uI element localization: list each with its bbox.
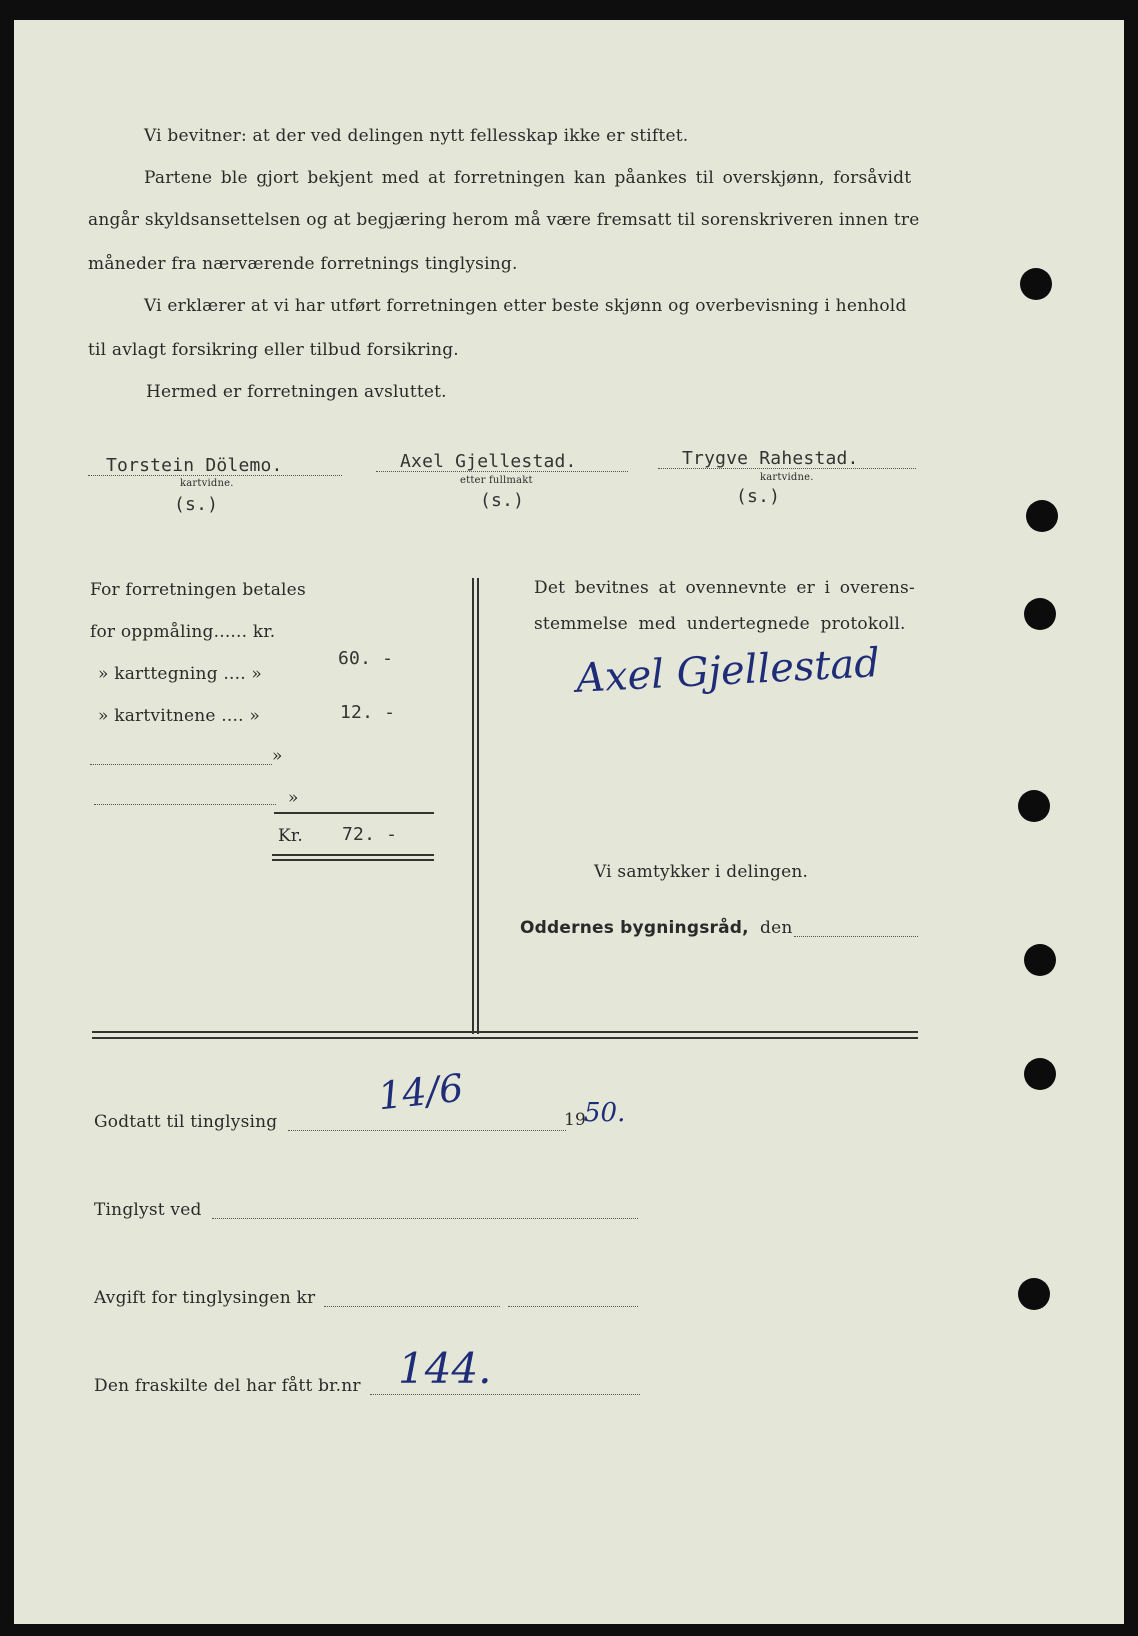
fees-total-rule-top: [272, 854, 434, 856]
column-divider-left: [472, 578, 474, 1034]
signature-seal-1: (s.): [174, 494, 219, 515]
fees-survey-label: for oppmåling...... kr.: [90, 622, 276, 642]
certification-line-1: Det bevitnes at ovennevnte er i overens-: [534, 578, 915, 598]
fees-total-label: Kr.: [278, 826, 303, 846]
binder-hole-5: [1024, 944, 1056, 976]
signature-line-3: [658, 468, 916, 469]
accepted-date-line: [288, 1130, 566, 1131]
binder-hole-3: [1024, 598, 1056, 630]
certification-line-2: stemmelse med undertegnede protokoll.: [534, 614, 906, 634]
council-den: den: [760, 918, 793, 938]
fees-heading: For forretningen betales: [90, 580, 306, 600]
signature-line-1: [88, 475, 342, 476]
fees-total-value: 72. -: [342, 824, 398, 845]
binder-hole-7: [1018, 1278, 1050, 1310]
parcel-number: 144.: [398, 1344, 492, 1393]
signature-role-1: kartvidne.: [180, 478, 234, 489]
fees-witnesses-label: » kartvitnene .... »: [98, 706, 260, 726]
fees-mapping-label: » karttegning .... »: [98, 664, 263, 684]
certification-signature: Axel Gjellestad: [575, 640, 881, 702]
signature-name-3: Trygve Rahestad.: [682, 448, 859, 469]
registered-line: [212, 1218, 638, 1219]
signature-role-3: kartvidne.: [760, 472, 814, 483]
fee-line-1: [324, 1306, 500, 1307]
accepted-year-prefix: 19: [564, 1110, 587, 1130]
signature-name-1: Torstein Dölemo.: [106, 455, 283, 476]
signature-role-2: etter fullmakt: [460, 475, 533, 486]
binder-hole-1: [1020, 268, 1052, 300]
paragraph-appeal-line-3: måneder fra nærværende forretnings tinglysing.: [88, 254, 518, 274]
binder-hole-2: [1026, 500, 1058, 532]
accepted-label: Godtatt til tinglysing: [94, 1112, 278, 1132]
parcel-line: [370, 1394, 640, 1395]
paragraph-appeal-line-1: Partene ble gjort bekjent med at forretningen kan påankes til overskjønn, forsåvidt: [144, 168, 912, 188]
consent-text: Vi samtykker i delingen.: [594, 862, 809, 882]
fees-mapping-value: 60. -: [338, 648, 394, 669]
signature-line-2: [376, 471, 628, 472]
fees-blank-mark-1: »: [272, 746, 283, 766]
accepted-date: 14/6: [375, 1065, 466, 1119]
section-rule-bottom: [92, 1037, 918, 1039]
fees-sum-rule: [274, 812, 434, 814]
binder-hole-4: [1018, 790, 1050, 822]
signature-seal-2: (s.): [480, 490, 525, 511]
fee-line-2: [508, 1306, 638, 1307]
signature-name-2: Axel Gjellestad.: [400, 451, 577, 472]
council-date-line: [794, 936, 918, 937]
document-page: [14, 20, 1124, 1624]
binder-hole-6: [1024, 1058, 1056, 1090]
fees-blank-mark-2: »: [288, 788, 299, 808]
parcel-label: Den fraskilte del har fått br.nr: [94, 1376, 361, 1396]
column-divider-right: [477, 578, 479, 1034]
council-name: Oddernes bygningsråd,: [520, 918, 749, 938]
signature-seal-3: (s.): [736, 486, 781, 507]
fees-blank-line-1: [90, 764, 272, 765]
registered-label: Tinglyst ved: [94, 1200, 202, 1220]
paragraph-closing: Hermed er forretningen avsluttet.: [146, 382, 447, 402]
paragraph-declaration-line-2: til avlagt forsikring eller tilbud forsikring.: [88, 340, 459, 360]
paragraph-appeal-line-2: angår skyldsansettelsen og at begjæring herom må være fremsatt til sorenskriveren innen tre: [88, 210, 920, 230]
section-rule-top: [92, 1031, 918, 1033]
fee-label: Avgift for tinglysingen kr: [94, 1288, 316, 1308]
paragraph-declaration-line-1: Vi erklærer at vi har utført forretningen etter beste skjønn og overbevisning i henhold: [144, 296, 907, 316]
fees-witnesses-value: 12. -: [340, 702, 396, 723]
accepted-year-suffix: 50.: [584, 1098, 626, 1128]
paragraph-witness: Vi bevitner: at der ved delingen nytt fellesskap ikke er stiftet.: [144, 126, 689, 146]
fees-blank-line-2: [94, 804, 276, 805]
fees-total-rule-bottom: [272, 859, 434, 861]
